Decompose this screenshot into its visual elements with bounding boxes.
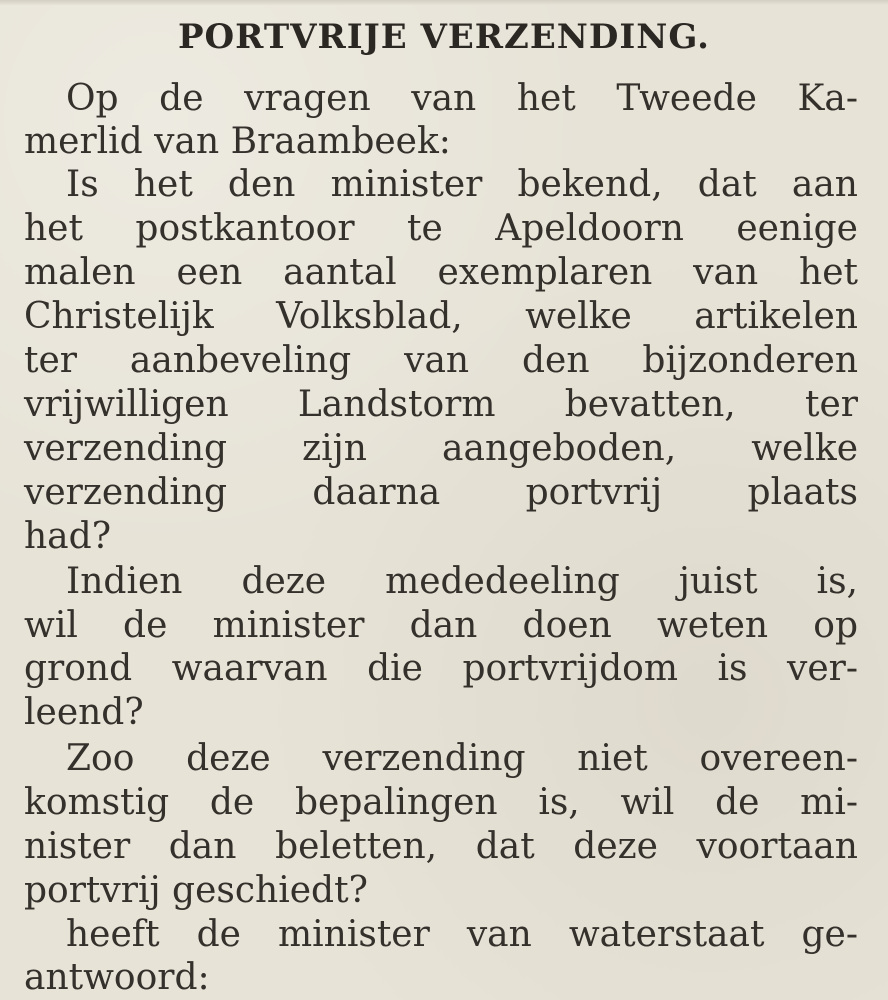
article-line: Op de vragen van het Tweede Ka-	[66, 78, 858, 119]
article-line: antwoord:	[24, 957, 210, 998]
article-line: komstig de bepalingen is, wil de mi-	[24, 782, 858, 823]
article-line: portvrij geschiedt?	[24, 870, 368, 911]
article-line: had?	[24, 516, 111, 557]
article-line: Zoo deze verzending niet overeen-	[66, 738, 858, 779]
top-edge-shadow	[0, 0, 888, 5]
article-line: wil de minister dan doen weten op	[24, 605, 858, 646]
article-line: vrijwilligen Landstorm bevatten, ter	[24, 384, 858, 425]
article-headline: PORTVRIJE VERZENDING.	[177, 17, 710, 57]
article-line: grond waarvan die portvrijdom is ver-	[24, 648, 858, 689]
article-line: leend?	[24, 692, 144, 733]
article-line: verzending daarna portvrij plaats	[24, 472, 858, 513]
article-line: merlid van Braambeek:	[24, 121, 451, 162]
article-line: ter aanbeveling van den bijzonderen	[24, 340, 858, 381]
article-line: verzending zijn aangeboden, welke	[24, 428, 858, 469]
article-line: nister dan beletten, dat deze voortaan	[24, 826, 858, 867]
article-line: malen een aantal exemplaren van het	[24, 252, 858, 293]
article-line: Indien deze mededeeling juist is,	[66, 561, 858, 602]
article-line: Christelijk Volksblad, welke artikelen	[24, 296, 858, 337]
article-line: Is het den minister bekend, dat aan	[66, 164, 858, 205]
article-line: heeft de minister van waterstaat ge-	[66, 914, 858, 955]
article-line: het postkantoor te Apeldoorn eenige	[24, 208, 858, 249]
